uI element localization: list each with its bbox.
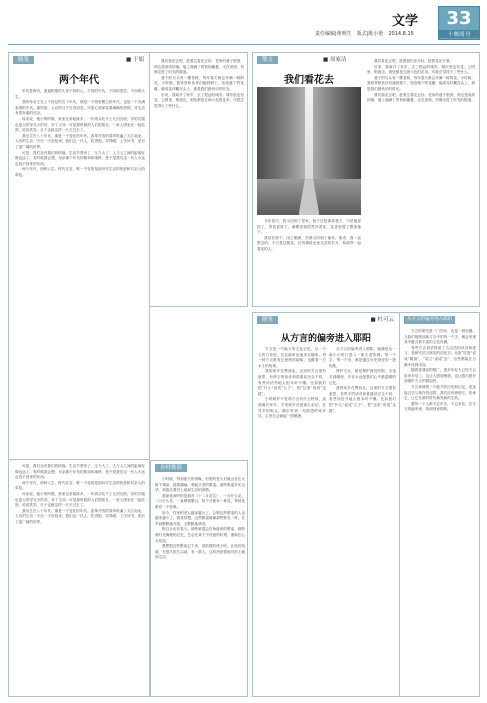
column-tag: 散文	[257, 56, 278, 64]
paragraph: 我们看花去吧，趁着我们还年轻，趁着花还开着。	[374, 59, 454, 63]
article-village-ballads	[150, 460, 248, 697]
paragraph: 我最喜欢听的是那首《十二月花名》，一月什么花，二月什么花，一直唱到腊月，每个月都有一种花，每种花都有一个故事。	[155, 493, 245, 509]
article-body	[257, 219, 361, 303]
article-two-eras	[8, 52, 150, 460]
paragraph: 巷子的尽头有一棵老树，每年春天都会开满一树的花。小时候，我常常和伙伴们跑到树下，捡拾落下的花瓣，编成花环戴在头上，那是我们最快乐的时光。	[367, 75, 475, 91]
paragraph: 两个年代，两种人生。时代在变，唯一不变的是那份对生活的热爱和对亲人的牵挂。	[15, 167, 145, 177]
paragraph: 随着普通话的推广，很多年轻人已经不会说家乡话了。这让人感到惋惜，也让我们意识到保护方言的紧迫性。	[404, 368, 476, 384]
page-number-box	[438, 6, 480, 40]
article-body	[15, 464, 145, 692]
article-body	[155, 477, 245, 693]
paragraph: 我的母亲生在上个世纪的五十年代，那是一个物资匮乏的年代，也是一个充满希望的年代。那时候，人们的日子过得清苦，可是心里却装着满满的热情，对生活有着朴素的信念。	[15, 100, 145, 116]
column-tag: 随笔	[257, 316, 278, 324]
paragraph: 今年春天，我又回到了老家。巷子还是那条巷子，只是墙更旧了，青苔更厚了。那棵老树依然开着花，花香弥漫了整条巷子。	[257, 219, 361, 235]
article-dialect-radicals	[252, 312, 400, 697]
paragraph: 后来，我离开了家乡，去了很远的城市。城市里也有花，公园里、街道边，到处都是五颜六色的花朵，可我总觉得少了些什么。	[367, 64, 475, 75]
paragraph: 我出生在八十年代，那是一个变化的年代。改革开放的春风吹遍了大江南北，人们的生活一天比一天好起来。我们这一代人，吃得饱，穿得暖，上学读书，见识了更广阔的世界。	[15, 133, 145, 149]
author-byline: ■ 杜可云	[370, 317, 394, 323]
paragraph: 我们看花去吧，趁着这春光正好。老家的巷子很深，两边是高高的墙，墙上爬满了青苔和藤蔓，走在里面，仿佛走进了时光的隧道。	[367, 92, 475, 103]
paragraph: 方言的研究是一门学问，也是一种乐趣。当我们细细品味方言中的每一个字，就会发现其中蕴含着丰富的文化内涵。	[404, 329, 476, 345]
paragraph: 我的家乡在鄂西北，这里的方言很有意思，有些字的读音和普通话完全不同，有些词语外地人根本听不懂。比如我们把“什么”说成“么子”，把“这里”说成“这蹚”。	[258, 369, 326, 396]
paragraph: 小时候，每到夏天的傍晚，村里的老人们就会坐在大树下乘凉，摇着蒲扇，唱起古老的歌谣。那些歌谣朴实无华，却饱含着对土地和生活的深情。	[155, 477, 245, 493]
page-number: 33	[446, 8, 472, 29]
paragraph: 可是，我们也有我们的烦恼。生活节奏快了，压力大了，人与人之间的距离好像也远了。有时候我会想，母亲那个年代的简单和纯粹，是不是我们这一代人永远也找不回来的东西。	[15, 150, 145, 166]
article-lets-see-flowers	[252, 52, 480, 307]
article-body	[154, 59, 244, 303]
paragraph: 小时候并不觉得方言有什么特别，直到离开家乡，才发现乡音是那么亲切。在异乡的街头，偶尔听到一句熟悉的家乡话，心里总会涌起一股暖流。	[258, 397, 326, 419]
article-body	[367, 59, 475, 303]
paragraph: 从方言的偏旁进入耶阳，就像是从一扇小小的门进入一座古老的城。每一个字，每一个音，都是通往历史深处的一把钥匙。	[329, 347, 396, 368]
paragraph: 两个年代，两种人生。时代在变，唯一不变的是那份对生活的热爱和对亲人的牵挂。	[15, 480, 145, 491]
paragraph: 愿每一个人都不忘乡音，不忘来处，在方言的偏旁里，找到回家的路。	[404, 401, 476, 412]
article-two-eras-continued	[8, 460, 150, 697]
article-title: 我们看花去	[284, 75, 334, 86]
paragraph: 我们看花去吧，趁着这春光正好。老家的巷子很深，两边是高高的墙，墙上爬满了青苔和藤蔓，走在里面，仿佛走进了时光的隧道。	[154, 59, 244, 75]
author-byline: ■ 周家洁	[323, 57, 347, 63]
paragraph: 方言承载着一个地方的历史和记忆，是连接过去与现在的纽带。我们应该珍惜它，传承它，让它在新的时代焕发新的生机。	[404, 384, 476, 401]
paragraph: 保护方言，就是保护我们的根。无论走到哪里，乡音永远是我们心中最温暖的记忆。	[329, 369, 396, 385]
column-tag: 从方言的偏旁进入耶阳	[404, 316, 455, 324]
editor-credits: 责任编辑|黄明生 版式|陈小艳 2014.8.15	[315, 31, 414, 37]
column-tag: 随笔	[13, 56, 34, 64]
paragraph: 我的家乡在鄂西北，这里的方言很有意思，有些字的读音和普通话完全不同，有些词语外地人根本听不懂。比如我们把“什么”说成“么子”，把“这里”说成“这蹚”。	[329, 386, 396, 413]
paragraph: 可是，我们也有我们的烦恼。生活节奏快了，压力大了，人与人之间的距离好像也远了。有时候我会想，母亲那个年代的简单和纯粹，是不是我们这一代人永远也找不回来的东西。	[15, 464, 145, 480]
paragraph: 如今，村里的老人越来越少了，会唱这些歌谣的人也越来越少了。我常常想，这些歌谣就像那些野花一样，在乡间默默地开放，又默默地凋零。	[155, 510, 245, 526]
column-tag: 乡村歌谣	[155, 464, 187, 472]
alley-photo	[257, 87, 361, 215]
article-dialect-sidebar	[400, 312, 480, 697]
section-title: 文学	[392, 14, 419, 29]
article-title: 两个年代	[59, 75, 99, 86]
author-byline: ■ 于娟	[126, 57, 144, 63]
paragraph: 年代是海沟，遥遥相望的人是不同的心。不同的年代，不同的爱恋，不同的人生。	[15, 89, 145, 99]
article-continued-column	[150, 52, 248, 307]
article-title: 从方言的偏旁进入耶阳	[280, 334, 371, 344]
article-body	[329, 347, 396, 693]
paragraph: 我站在树下，闭上眼睛，仿佛又回到了童年。原来，我一直想念的，不只是这树花，还有那段无忧无虑的岁月，和那些一起看花的人。	[257, 235, 361, 251]
paragraph: 母亲说，她小的时候，家里兄弟姐妹多，一年到头吃不上几回白面，穿的衣服也是大的穿完小的穿，补了又补。可是那时候的人们很知足，一家人围坐在一起吃饭，说说笑笑，日子也就这样一天天过去了。	[15, 491, 145, 508]
paragraph: 我出生在八十年代，那是一个变化的年代。改革开放的春风吹遍了大江南北，人们的生活一天比一天好起来。我们这一代人，吃得饱，穿得暖，上学读书，见识了更广阔的世界。	[15, 508, 145, 524]
paragraph: 有些方言词语保留了古汉语的读音和意义，是研究语言演变的活化石。比如“吃饭”说成“喫饭”，“站立”说成“企”，这些都能在古籍中找到出处。	[404, 345, 476, 367]
article-body	[15, 89, 145, 455]
paragraph: 母亲说，她小的时候，家里兄弟姐妹多，一年到头吃不上几回白面，穿的衣服也是大的穿完小的穿，补了又补。可是那时候的人们很知足，一家人围坐在一起吃饭，说说笑笑，日子也就这样一天天过去了。	[15, 116, 145, 133]
paragraph: 野百合也有春天。那些被遗忘在角落里的歌谣，那些被时光掩埋的记忆，总会在某个不经意的时刻，重新在心头绽放。	[155, 527, 245, 543]
header-divider	[8, 44, 480, 45]
paragraph: 我想把这些歌谣记下来，讲给我的孩子听，让他们知道，在很久很久以前，有一群人，这样热爱着他们的土地和生活。	[155, 544, 245, 560]
edition-name: 十堰周刊	[439, 30, 479, 38]
paragraph: 后来，我离开了家乡，去了很远的城市。城市里也有花，公园里、街道边，到处都是五颜六色的花朵，可我总觉得少了些什么。	[154, 92, 244, 108]
paragraph: 巷子的尽头有一棵老树，每年春天都会开满一树的花。小时候，我常常和伙伴们跑到树下，捡拾落下的花瓣，编成花环戴在头上，那是我们最快乐的时光。	[154, 75, 244, 91]
masthead	[0, 0, 487, 44]
article-body	[258, 347, 326, 693]
paragraph: 方言是一个地方的文化记忆，从一个人的口音里，往往能听出他来自哪里。每一种方言都有它独特的韵味，也藏着一方水土的故事。	[258, 347, 326, 368]
article-body	[404, 329, 476, 693]
